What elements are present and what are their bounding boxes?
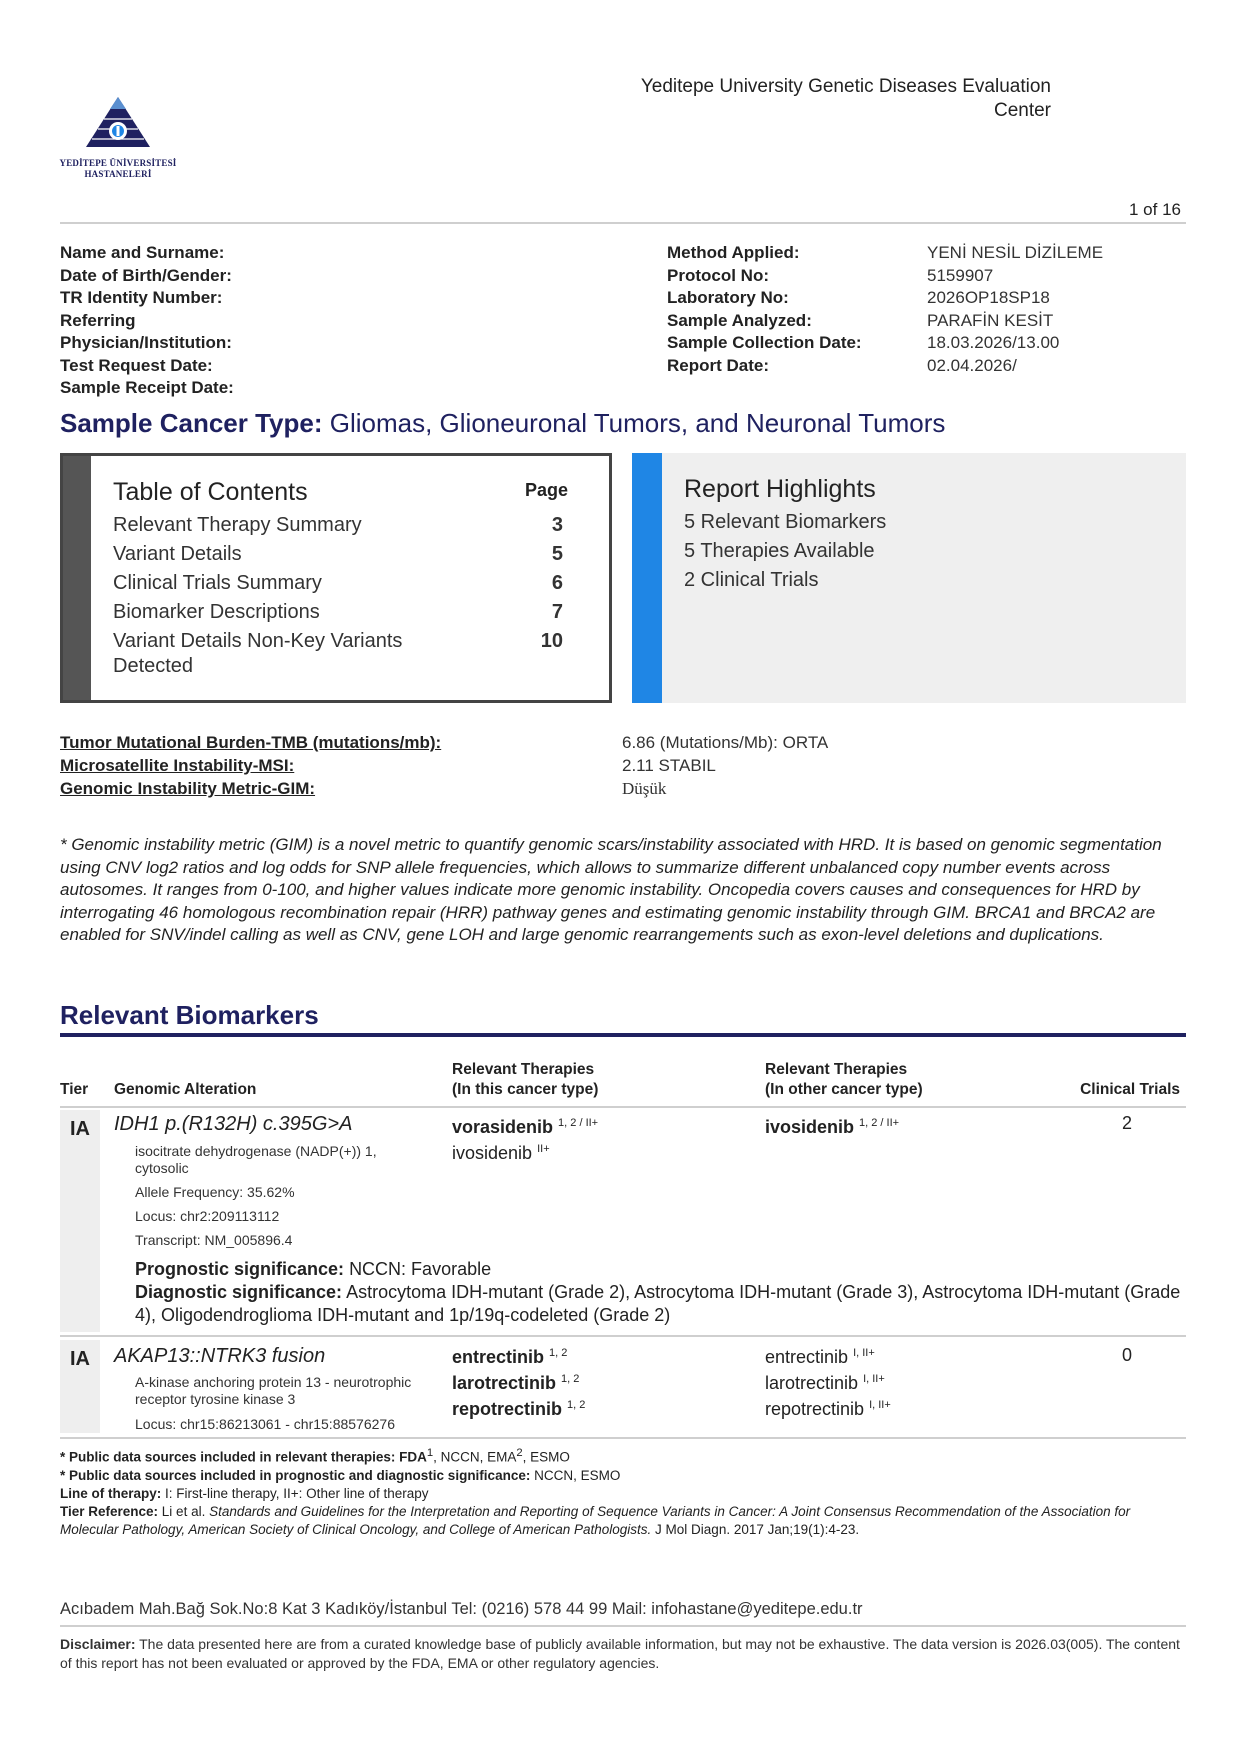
- therapy-sup: I, II+: [869, 1399, 891, 1411]
- therapy-sup: I, II+: [853, 1347, 875, 1359]
- highlight-item: 5 Therapies Available: [684, 540, 875, 562]
- therapy-item[interactable]: [452, 1138, 598, 1164]
- col-header-therapies-other-line1: Relevant Therapies: [765, 1061, 908, 1078]
- toc-item[interactable]: [113, 542, 563, 567]
- therapy-item[interactable]: [452, 1368, 585, 1394]
- col-header-trials: Clinical Trials: [1080, 1081, 1180, 1098]
- table-header-divider: [60, 1106, 1186, 1108]
- toc-item-label: Biomarker Descriptions: [113, 601, 320, 623]
- therapies-other-cancer: [765, 1112, 899, 1138]
- logo-text-line2: HASTANELERİ: [84, 169, 152, 179]
- toc-item[interactable]: [113, 513, 563, 538]
- gene-description: [135, 1143, 377, 1177]
- col-header-tier: Tier: [60, 1081, 89, 1098]
- ds1-mid: , NCCN, EMA: [433, 1449, 517, 1465]
- genomic-alteration[interactable]: AKAP13::NTRK3 fusion: [114, 1345, 326, 1367]
- ds1-sup2: 2: [516, 1447, 523, 1459]
- tmb-value: 6.86 (Mutations/Mb): ORTA: [622, 733, 829, 752]
- ds2-label: * Public data sources included in prognostic and diagnostic significance:: [60, 1467, 531, 1483]
- cancer-type-value: Gliomas, Glioneuronal Tumors, and Neuronal Tumors: [329, 408, 946, 438]
- hospital-name-line2: Center: [993, 100, 1051, 121]
- col-header-therapies-other: [765, 1060, 923, 1100]
- gim-note: * Genomic instability metric (GIM) is a novel metric to quantify genomic scars/instability associated with HRD. It is based on genomic segmentation using CNV log2 ratios and log odds for SNP allele frequencies, which allows to summarize different unbalanced copy number events across autosomes. It ranges from 0-100, and higher values indicate more genomic instability. Oncopedia covers causes and consequences for HRD by interrogating 46 homologous recombination repair (HRR) pathway genes and estimating genomic instability through GIM. BRCA1 and BRCA2 are enabled for SNV/indel calling as well as CNV, gene LOH and large genomic rearrangements such as exon-level deletions and duplications.: [60, 835, 1162, 944]
- patient-label: Test Request Date:: [60, 355, 213, 375]
- patient-label: Date of Birth/Gender:: [60, 265, 232, 285]
- therapy-name: repotrectinib: [765, 1399, 865, 1419]
- header-divider: [60, 222, 1186, 224]
- col-header-therapies-this: [452, 1060, 598, 1100]
- col-header-alteration: Genomic Alteration: [114, 1081, 257, 1098]
- therapy-sup: I, II+: [863, 1373, 885, 1385]
- therapy-name: vorasidenib: [452, 1117, 554, 1137]
- therapy-name: larotrectinib: [452, 1373, 557, 1393]
- ds1-sup1: 1: [426, 1447, 434, 1459]
- cancer-type: [60, 408, 945, 439]
- method-label: Laboratory No:: [667, 288, 789, 307]
- tier-badge: IA: [60, 1340, 100, 1433]
- therapy-sup: II+: [537, 1143, 550, 1155]
- msi-label: Microsatellite Instability-MSI:: [60, 756, 295, 775]
- toc-item-page: 6: [551, 572, 563, 594]
- method-label: Sample Collection Date:: [667, 333, 862, 352]
- diagnostic-value: Astrocytoma IDH-mutant (Grade 2), Astrocytoma IDH-mutant (Grade 3), Astrocytoma IDH-mutant (Grade 4), Oligodendroglioma IDH-mutant and 1p/19q-codeleted (Grade 2): [135, 1282, 1181, 1325]
- therapy-name: ivosidenib: [765, 1117, 855, 1137]
- ds2-value: NCCN, ESMO: [530, 1467, 621, 1483]
- row-divider: [60, 1335, 1186, 1337]
- tmb-label: Tumor Mutational Burden-TMB (mutations/mb):: [60, 733, 442, 752]
- clinical-trials-count: 0: [1121, 1345, 1132, 1365]
- toc-item-label: Relevant Therapy Summary: [113, 514, 362, 536]
- msi-value: 2.11 STABIL: [622, 756, 716, 775]
- biomarkers-rule: [60, 1033, 1186, 1037]
- data-sources-significance: [60, 1467, 1186, 1485]
- transcript: Transcript: NM_005896.4: [135, 1232, 293, 1248]
- gene-description: [135, 1374, 411, 1408]
- genomic-alteration[interactable]: IDH1 p.(R132H) c.395G>A: [114, 1113, 353, 1135]
- toc-item-label: Variant Details Non-Key Variants Detected: [113, 630, 403, 677]
- therapies-this-cancer: [452, 1112, 598, 1164]
- ds1-label: * Public data sources included in relevant therapies: FDA: [60, 1449, 427, 1465]
- hospital-logo: [58, 95, 178, 180]
- col-header-therapies-this-line1: Relevant Therapies: [452, 1061, 595, 1078]
- toc-item[interactable]: [113, 629, 563, 679]
- footer-address: Acıbadem Mah.Bağ Sok.No:8 Kat 3 Kadıköy/İstanbul Tel: (0216) 578 44 99 Mail: infohastane@yeditepe.edu.tr: [60, 1600, 863, 1618]
- toc-item-label: Clinical Trials Summary: [113, 572, 322, 594]
- gene-description-line1: isocitrate dehydrogenase (NADP(+)) 1,: [135, 1143, 377, 1159]
- method-value: 5159907: [927, 265, 994, 285]
- table-bottom-divider: [60, 1437, 1186, 1439]
- table-of-contents: [60, 453, 612, 703]
- locus: Locus: chr15:86213061 - chr15:88576276: [135, 1416, 395, 1432]
- cancer-type-label: Sample Cancer Type:: [60, 408, 323, 438]
- lot-label: Line of therapy:: [60, 1485, 162, 1501]
- tier-ref-title: Standards and Guidelines for the Interpretation and Reporting of Sequence Variants in Cancer: A Joint Consensus Recommendation of the Association for Molecular Pathology, American Society of Clinical Oncology, and College of American Pathologists.: [60, 1503, 1131, 1537]
- method-label: Sample Analyzed:: [667, 310, 812, 330]
- patient-label: Sample Receipt Date:: [60, 378, 234, 397]
- tier-ref-author: Li et al.: [158, 1503, 210, 1519]
- toc-item-label: Variant Details: [113, 543, 242, 565]
- biomarkers-title: Relevant Biomarkers: [60, 1000, 319, 1030]
- prognostic-label: Prognostic significance:: [135, 1259, 345, 1279]
- method-value: 02.04.2026/: [927, 355, 1017, 375]
- therapy-item[interactable]: [765, 1342, 891, 1368]
- therapies-other-cancer: [765, 1342, 891, 1420]
- prognostic-significance: [135, 1258, 1185, 1281]
- disclaimer-text: The data presented here are from a curated knowledge base of publicly available information, but may not be exhaustive. The data version is 2026.03(005). The content of this report has not been evaluated or approved by the FDA, EMA or other regulatory agencies.: [60, 1636, 1180, 1671]
- report-highlights: [632, 453, 1186, 703]
- therapy-name: repotrectinib: [452, 1399, 563, 1419]
- toc-item[interactable]: [113, 600, 563, 625]
- clinical-trials-count: 2: [1121, 1113, 1132, 1133]
- footnotes: [60, 1444, 1186, 1539]
- disclaimer: [60, 1635, 1186, 1672]
- gim-label: Genomic Instability Metric-GIM:: [60, 779, 316, 798]
- therapy-name: ivosidenib: [452, 1143, 533, 1163]
- tier-badge: IA: [60, 1110, 100, 1332]
- toc-item-page: 7: [551, 601, 563, 623]
- tier-ref-label: Tier Reference:: [60, 1503, 159, 1519]
- patient-label: Referring: [60, 310, 136, 330]
- gene-description-line2: cytosolic: [135, 1160, 189, 1176]
- therapy-item[interactable]: [452, 1112, 598, 1138]
- therapy-sup: 1, 2: [549, 1347, 568, 1359]
- triangle-logo-icon: [58, 95, 178, 153]
- diagnostic-label: Diagnostic significance:: [135, 1282, 343, 1302]
- therapy-item[interactable]: [452, 1394, 585, 1420]
- prognostic-value: NCCN: Favorable: [349, 1259, 492, 1279]
- therapies-this-cancer: [452, 1342, 585, 1420]
- therapy-item[interactable]: [765, 1394, 891, 1420]
- page-number: 1 of 16: [1129, 200, 1181, 219]
- toc-item-page: 5: [551, 543, 563, 565]
- data-sources-therapies: [60, 1444, 1186, 1467]
- therapy-name: larotrectinib: [765, 1373, 859, 1393]
- footer-divider: [60, 1625, 1186, 1627]
- method-labels: [667, 242, 907, 377]
- toc-accent-bar: [63, 456, 91, 700]
- locus: Locus: chr2:209113112: [135, 1208, 280, 1224]
- lot-value: I: First-line therapy, II+: Other line of therapy: [161, 1485, 429, 1501]
- method-label: Method Applied:: [667, 243, 800, 262]
- therapy-sup: 1, 2 / II+: [859, 1117, 900, 1129]
- hospital-name: [531, 75, 1051, 123]
- therapy-sup: 1, 2 / II+: [558, 1117, 599, 1129]
- gim-value: Düşük: [622, 779, 667, 798]
- tier-reference: [60, 1503, 1186, 1539]
- logo-text-line1: YEDİTEPE ÜNİVERSİTESİ: [59, 158, 177, 168]
- highlights-title: Report Highlights: [684, 475, 876, 503]
- patient-label: Physician/Institution:: [60, 333, 232, 352]
- method-label: Report Date:: [667, 355, 770, 375]
- therapy-item[interactable]: [452, 1342, 585, 1368]
- method-label: Protocol No:: [667, 265, 769, 285]
- therapy-item[interactable]: [765, 1368, 891, 1394]
- highlights-accent-bar: [632, 453, 662, 703]
- therapy-name: entrectinib: [452, 1347, 545, 1367]
- col-header-therapies-other-line2: (In other cancer type): [765, 1081, 923, 1098]
- gene-description-line2: receptor tyrosine kinase 3: [135, 1391, 296, 1407]
- highlight-item: 5 Relevant Biomarkers: [684, 511, 887, 533]
- method-value: 18.03.2026/13.00: [927, 333, 1060, 352]
- tier-ref-journal: J Mol Diagn. 2017 Jan;19(1):4-23.: [651, 1521, 860, 1537]
- toc-item-page: 3: [551, 514, 563, 536]
- method-value: PARAFİN KESİT: [927, 310, 1054, 330]
- line-of-therapy: [60, 1485, 1186, 1503]
- ds1-end: , ESMO: [522, 1449, 570, 1465]
- method-values: [927, 242, 1167, 377]
- toc-page-header: Page: [525, 480, 569, 500]
- diagnostic-significance: [135, 1281, 1185, 1326]
- therapy-sup: 1, 2: [567, 1399, 586, 1411]
- allele-frequency: Allele Frequency: 35.62%: [135, 1184, 295, 1200]
- gene-description-line1: A-kinase anchoring protein 13 - neurotrophic: [135, 1374, 412, 1390]
- col-header-therapies-this-line2: (In this cancer type): [452, 1081, 599, 1098]
- therapy-item[interactable]: [765, 1112, 899, 1138]
- therapy-name: entrectinib: [765, 1347, 849, 1367]
- highlight-item: 2 Clinical Trials: [684, 569, 819, 591]
- patient-label: Name and Surname:: [60, 243, 225, 262]
- toc-item[interactable]: [113, 571, 563, 596]
- patient-labels: [60, 242, 360, 400]
- toc-item-page: 10: [540, 630, 563, 652]
- disclaimer-label: Disclaimer:: [60, 1636, 136, 1652]
- method-value: YENİ NESİL DİZİLEME: [927, 243, 1104, 262]
- toc-title: Table of Contents: [113, 478, 308, 506]
- method-value: 2026OP18SP18: [927, 288, 1050, 307]
- patient-label: TR Identity Number:: [60, 288, 223, 307]
- therapy-sup: 1, 2: [561, 1373, 580, 1385]
- hospital-name-line1: Yeditepe University Genetic Diseases Evaluation: [640, 76, 1051, 97]
